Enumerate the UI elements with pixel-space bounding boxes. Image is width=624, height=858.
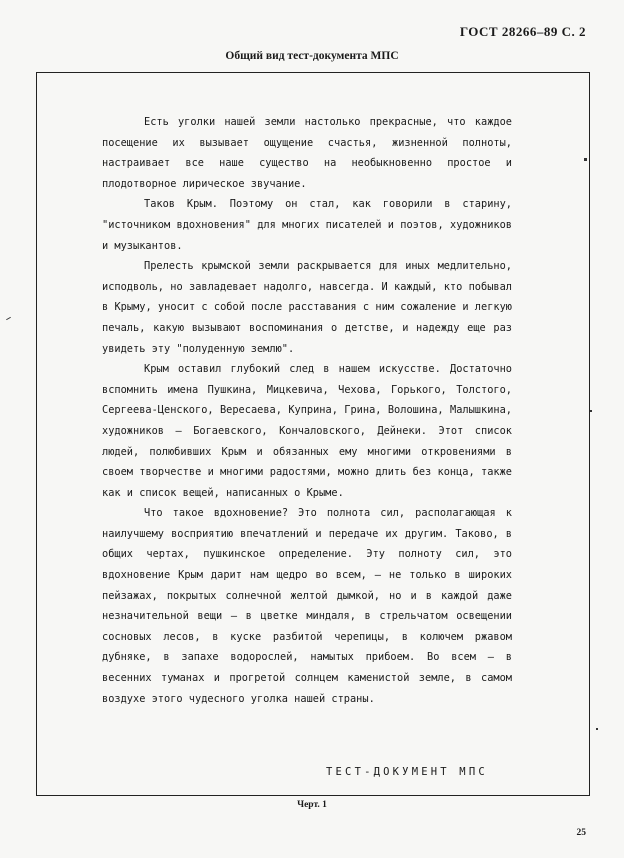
test-document-stamp: ТЕСТ-ДОКУМЕНТ МПС [326,766,488,778]
paragraph-3: Прелесть крымской земли раскрывается для иных медлительно, исподволь, но завладевает надолго, навсегда. И каждый, кто побывал в Крыму, уносит с собой после расставания с ним сожаление и легкую печаль, какую вызывают воспоминания о детстве, и надежду еще раз увидеть эту "полуденную землю". [102,260,512,355]
standard-code: ГОСТ 28266–89 С. 2 [459,24,586,39]
page-number: 25 [576,828,586,838]
page-title: Общий вид тест-документа МПС [225,50,399,62]
scan-speck [584,158,587,161]
paragraph-5: Что такое вдохновение? Это полнота сил, располагающая к наилучшему восприятию впечатлений и передаче их другим. Таково, в общих чертах, пушкинское определение. Эту полноту сил, это вдохновение Крым дарит нам щедро во всем, – не только в широких пейзажах, покрытых солнечной желтой дымкой, но и в каждой даже незначительной вещи – в цветке миндаля, в стрельчатом освещении сосновых лесов, в куске разбитой черепицы, в колючем ржавом дубняке, в запахе водорослей, намытых прибоем. Во всем – в весенних туманах и прогретой солнцем каменистой земле, в самом воздухе этого чудесного уголка нашей страны. [102,507,512,705]
paragraph-4: Крым оставил глубокий след в нашем искусстве. Достаточно вспомнить имена Пушкина, Мицкевича, Чехова, Горького, Толстого, Сергеева-Ценского, Вересаева, Куприна, Грина, Волошина, Малышкина, художников – Богаевского, Кончаловского, Дейнеки. Этот список людей, полюбивших Крым и обязанных ему многими откровениями в своем творчестве и многими радостями, можно длить без конца, также как и список вещей, написанных о Крыме. [102,363,512,499]
scan-speck [596,728,598,730]
scan-speck [590,410,592,412]
document-body [102,112,512,709]
paragraph-2: Таков Крым. Поэтому он стал, как говорили в старину, "источником вдохновения" для многих писателей и поэтов, художников и музыкантов. [102,198,512,252]
figure-caption: Черт. 1 [297,800,327,810]
scan-speck [6,317,11,320]
paragraph-1: Есть уголки нашей земли настолько прекрасные, что каждое посещение их вызывает ощущение счастья, жизненной полноты, настраивает все наше существо на необыкновенно простое и плодотворное лирическое звучание. [102,116,512,190]
